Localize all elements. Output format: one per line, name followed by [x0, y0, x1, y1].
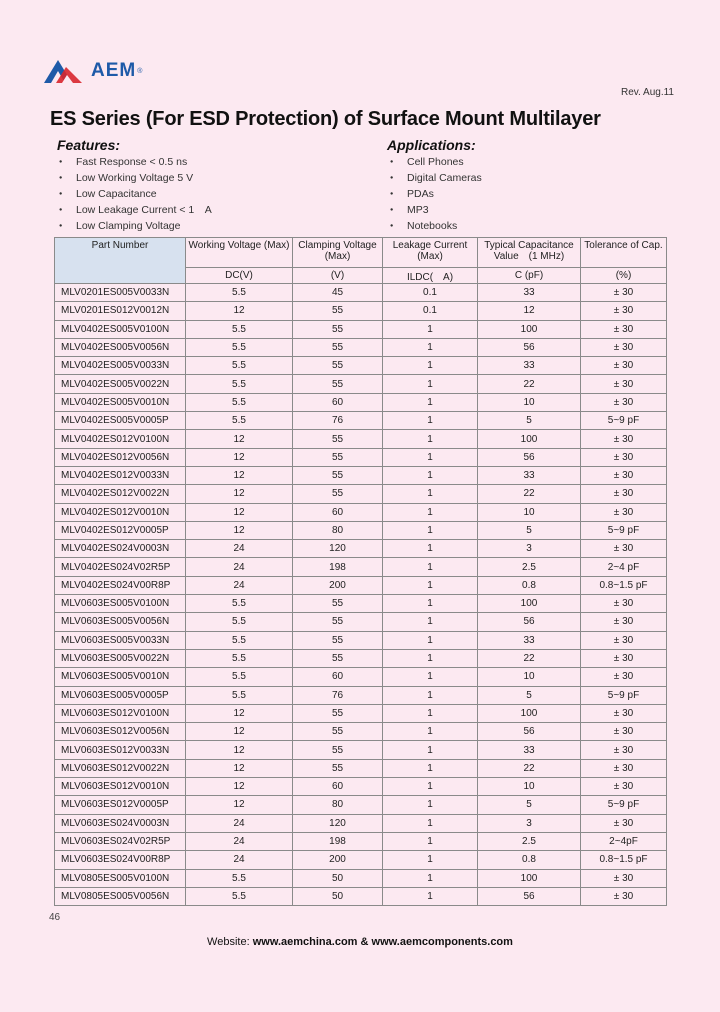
- cell-clamping-voltage: 60: [293, 393, 383, 411]
- cell-part-number: MLV0603ES005V0022N: [55, 649, 186, 667]
- cell-clamping-voltage: 55: [293, 649, 383, 667]
- table-row: [55, 796, 667, 814]
- cell-clamping-voltage: 55: [293, 613, 383, 631]
- table-row: [55, 448, 667, 466]
- cell-working-voltage: 12: [186, 704, 293, 722]
- cell-tolerance: ± 30: [581, 375, 667, 393]
- cell-clamping-voltage: 120: [293, 540, 383, 558]
- cell-clamping-voltage: 55: [293, 723, 383, 741]
- cell-capacitance: 5: [478, 412, 581, 430]
- cell-working-voltage: 5.5: [186, 320, 293, 338]
- cell-clamping-voltage: 60: [293, 668, 383, 686]
- table-row: [55, 375, 667, 393]
- cell-leakage-current: 1: [383, 649, 478, 667]
- registered-mark: ®: [137, 67, 143, 75]
- cell-clamping-voltage: 55: [293, 338, 383, 356]
- unit-tolerance: (%): [581, 268, 667, 284]
- cell-clamping-voltage: 55: [293, 375, 383, 393]
- cell-leakage-current: 1: [383, 869, 478, 887]
- table-row: [55, 649, 667, 667]
- cell-clamping-voltage: 55: [293, 302, 383, 320]
- brand-name: AEM: [91, 60, 137, 81]
- cell-capacitance: 3: [478, 814, 581, 832]
- cell-capacitance: 2.5: [478, 832, 581, 850]
- cell-capacitance: 100: [478, 320, 581, 338]
- cell-working-voltage: 24: [186, 832, 293, 850]
- list-item: ● Cell Phones: [390, 154, 482, 170]
- cell-leakage-current: 1: [383, 704, 478, 722]
- cell-tolerance: 2~4pF: [581, 832, 667, 850]
- cell-capacitance: 33: [478, 741, 581, 759]
- table-row: [55, 832, 667, 850]
- cell-tolerance: ± 30: [581, 759, 667, 777]
- cell-part-number: MLV0603ES005V0056N: [55, 613, 186, 631]
- col-header-clamping-voltage: Clamping Voltage (Max): [293, 238, 383, 268]
- table-row: [55, 302, 667, 320]
- cell-tolerance: ± 30: [581, 540, 667, 558]
- cell-part-number: MLV0603ES005V0033N: [55, 631, 186, 649]
- list-item: ● Notebooks: [390, 218, 482, 234]
- website-link-aemchina[interactable]: www.aemchina.com: [252, 936, 358, 948]
- table-row: [55, 284, 667, 302]
- cell-clamping-voltage: 55: [293, 595, 383, 613]
- cell-leakage-current: 1: [383, 613, 478, 631]
- unit-leakage-current: ILDC( A): [383, 268, 478, 284]
- table-row: [55, 357, 667, 375]
- cell-part-number: MLV0603ES024V02R5P: [55, 832, 186, 850]
- cell-leakage-current: 1: [383, 521, 478, 539]
- cell-leakage-current: 1: [383, 503, 478, 521]
- cell-tolerance: ± 30: [581, 887, 667, 905]
- cell-clamping-voltage: 198: [293, 558, 383, 576]
- cell-capacitance: 3: [478, 540, 581, 558]
- cell-part-number: MLV0603ES012V0100N: [55, 704, 186, 722]
- cell-leakage-current: 1: [383, 796, 478, 814]
- cell-leakage-current: 1: [383, 759, 478, 777]
- website-link-aemcomponents[interactable]: www.aemcomponents.com: [371, 936, 513, 948]
- cell-clamping-voltage: 55: [293, 430, 383, 448]
- cell-working-voltage: 5.5: [186, 284, 293, 302]
- table-row: [55, 485, 667, 503]
- cell-part-number: MLV0603ES012V0056N: [55, 723, 186, 741]
- col-header-tolerance: Tolerance of Cap.: [581, 238, 667, 268]
- list-item: ● Low Capacitance: [59, 186, 212, 202]
- cell-leakage-current: 1: [383, 357, 478, 375]
- cell-tolerance: 2~4 pF: [581, 558, 667, 576]
- footer-joiner: &: [360, 936, 369, 948]
- cell-clamping-voltage: 55: [293, 448, 383, 466]
- cell-working-voltage: 12: [186, 796, 293, 814]
- list-item: ● Low Clamping Voltage: [59, 218, 212, 234]
- cell-clamping-voltage: 55: [293, 357, 383, 375]
- cell-tolerance: ± 30: [581, 869, 667, 887]
- cell-working-voltage: 5.5: [186, 869, 293, 887]
- cell-part-number: MLV0402ES012V0056N: [55, 448, 186, 466]
- cell-capacitance: 100: [478, 430, 581, 448]
- table-row: [55, 668, 667, 686]
- cell-part-number: MLV0402ES012V0010N: [55, 503, 186, 521]
- cell-clamping-voltage: 120: [293, 814, 383, 832]
- cell-leakage-current: 1: [383, 631, 478, 649]
- cell-leakage-current: 1: [383, 686, 478, 704]
- cell-leakage-current: 1: [383, 393, 478, 411]
- cell-working-voltage: 5.5: [186, 338, 293, 356]
- cell-tolerance: ± 30: [581, 393, 667, 411]
- cell-clamping-voltage: 55: [293, 631, 383, 649]
- cell-part-number: MLV0603ES024V0003N: [55, 814, 186, 832]
- spec-table-body: [55, 284, 667, 906]
- table-row: [55, 704, 667, 722]
- table-row: [55, 851, 667, 869]
- page-title: ES Series (For ESD Protection) of Surface Mount Multilayer: [50, 108, 601, 130]
- cell-leakage-current: 1: [383, 576, 478, 594]
- table-row: [55, 503, 667, 521]
- cell-part-number: MLV0402ES012V0100N: [55, 430, 186, 448]
- footer-label: Website:: [207, 936, 250, 948]
- footer-websites: [0, 936, 720, 948]
- cell-capacitance: 22: [478, 485, 581, 503]
- cell-working-voltage: 12: [186, 759, 293, 777]
- cell-capacitance: 10: [478, 393, 581, 411]
- company-logo: [42, 58, 142, 84]
- features-list: [59, 154, 212, 234]
- cell-leakage-current: 1: [383, 558, 478, 576]
- cell-clamping-voltage: 55: [293, 704, 383, 722]
- cell-clamping-voltage: 55: [293, 466, 383, 484]
- cell-part-number: MLV0402ES024V02R5P: [55, 558, 186, 576]
- list-item: ● Low Leakage Current < 1 A: [59, 202, 212, 218]
- cell-leakage-current: 1: [383, 320, 478, 338]
- list-item: ● Fast Response < 0.5 ns: [59, 154, 212, 170]
- cell-part-number: MLV0402ES005V0100N: [55, 320, 186, 338]
- table-row: [55, 412, 667, 430]
- cell-capacitance: 2.5: [478, 558, 581, 576]
- cell-tolerance: 0.8~1.5 pF: [581, 851, 667, 869]
- cell-working-voltage: 24: [186, 814, 293, 832]
- cell-part-number: MLV0603ES012V0033N: [55, 741, 186, 759]
- cell-working-voltage: 5.5: [186, 631, 293, 649]
- cell-tolerance: 5~9 pF: [581, 686, 667, 704]
- cell-capacitance: 100: [478, 595, 581, 613]
- applications-heading: Applications:: [387, 137, 476, 153]
- col-header-working-voltage: Working Voltage (Max): [186, 238, 293, 268]
- cell-working-voltage: 12: [186, 503, 293, 521]
- cell-tolerance: 5~9 pF: [581, 412, 667, 430]
- cell-part-number: MLV0201ES012V0012N: [55, 302, 186, 320]
- table-row: [55, 558, 667, 576]
- cell-tolerance: ± 30: [581, 631, 667, 649]
- cell-tolerance: ± 30: [581, 814, 667, 832]
- cell-tolerance: ± 30: [581, 284, 667, 302]
- cell-clamping-voltage: 80: [293, 796, 383, 814]
- cell-part-number: MLV0603ES012V0010N: [55, 778, 186, 796]
- cell-leakage-current: 1: [383, 595, 478, 613]
- cell-clamping-voltage: 50: [293, 887, 383, 905]
- cell-working-voltage: 5.5: [186, 393, 293, 411]
- cell-leakage-current: 0.1: [383, 302, 478, 320]
- table-row: [55, 466, 667, 484]
- unit-capacitance: C (pF): [478, 268, 581, 284]
- col-header-typical-capacitance: Typical Capacitance Value (1 MHz): [478, 238, 581, 268]
- table-row: [55, 887, 667, 905]
- cell-capacitance: 10: [478, 668, 581, 686]
- table-row: [55, 741, 667, 759]
- cell-clamping-voltage: 60: [293, 778, 383, 796]
- cell-tolerance: ± 30: [581, 704, 667, 722]
- cell-tolerance: ± 30: [581, 595, 667, 613]
- cell-clamping-voltage: 55: [293, 759, 383, 777]
- cell-clamping-voltage: 200: [293, 851, 383, 869]
- cell-capacitance: 33: [478, 466, 581, 484]
- cell-working-voltage: 5.5: [186, 357, 293, 375]
- cell-tolerance: ± 30: [581, 320, 667, 338]
- cell-part-number: MLV0603ES005V0005P: [55, 686, 186, 704]
- cell-working-voltage: 12: [186, 521, 293, 539]
- cell-capacitance: 22: [478, 759, 581, 777]
- cell-capacitance: 0.8: [478, 576, 581, 594]
- cell-working-voltage: 5.5: [186, 613, 293, 631]
- cell-part-number: MLV0402ES005V0056N: [55, 338, 186, 356]
- list-item: ● MP3: [390, 202, 482, 218]
- table-row: [55, 631, 667, 649]
- revision-label: Rev. Aug.11: [621, 87, 674, 98]
- cell-working-voltage: 12: [186, 741, 293, 759]
- cell-tolerance: ± 30: [581, 723, 667, 741]
- cell-tolerance: 5~9 pF: [581, 521, 667, 539]
- cell-working-voltage: 24: [186, 576, 293, 594]
- cell-part-number: MLV0603ES005V0010N: [55, 668, 186, 686]
- cell-clamping-voltage: 80: [293, 521, 383, 539]
- cell-capacitance: 33: [478, 631, 581, 649]
- list-item: ● Low Working Voltage 5 V: [59, 170, 212, 186]
- cell-clamping-voltage: 60: [293, 503, 383, 521]
- cell-part-number: MLV0402ES012V0033N: [55, 466, 186, 484]
- cell-leakage-current: 1: [383, 540, 478, 558]
- cell-capacitance: 5: [478, 796, 581, 814]
- unit-clamping-voltage: (V): [293, 268, 383, 284]
- cell-leakage-current: 0.1: [383, 284, 478, 302]
- cell-working-voltage: 24: [186, 558, 293, 576]
- cell-leakage-current: 1: [383, 832, 478, 850]
- cell-working-voltage: 5.5: [186, 649, 293, 667]
- cell-tolerance: ± 30: [581, 503, 667, 521]
- table-row: [55, 778, 667, 796]
- cell-capacitance: 56: [478, 448, 581, 466]
- cell-part-number: MLV0603ES012V0005P: [55, 796, 186, 814]
- cell-tolerance: 5~9 pF: [581, 796, 667, 814]
- cell-working-voltage: 12: [186, 448, 293, 466]
- cell-part-number: MLV0603ES024V00R8P: [55, 851, 186, 869]
- table-row: [55, 430, 667, 448]
- table-row: [55, 723, 667, 741]
- table-row: [55, 320, 667, 338]
- cell-working-voltage: 5.5: [186, 412, 293, 430]
- cell-tolerance: ± 30: [581, 613, 667, 631]
- cell-tolerance: ± 30: [581, 466, 667, 484]
- spec-table: [54, 237, 667, 906]
- table-row: [55, 576, 667, 594]
- cell-capacitance: 100: [478, 704, 581, 722]
- cell-tolerance: ± 30: [581, 430, 667, 448]
- cell-leakage-current: 1: [383, 485, 478, 503]
- cell-capacitance: 100: [478, 869, 581, 887]
- cell-leakage-current: 1: [383, 412, 478, 430]
- cell-tolerance: ± 30: [581, 448, 667, 466]
- cell-capacitance: 5: [478, 521, 581, 539]
- page-number: 46: [49, 912, 61, 923]
- cell-clamping-voltage: 76: [293, 686, 383, 704]
- cell-working-voltage: 12: [186, 466, 293, 484]
- cell-clamping-voltage: 45: [293, 284, 383, 302]
- cell-capacitance: 33: [478, 284, 581, 302]
- cell-part-number: MLV0402ES005V0010N: [55, 393, 186, 411]
- table-row: [55, 521, 667, 539]
- table-row: [55, 338, 667, 356]
- cell-working-voltage: 24: [186, 851, 293, 869]
- cell-part-number: MLV0805ES005V0100N: [55, 869, 186, 887]
- cell-capacitance: 22: [478, 375, 581, 393]
- table-row: [55, 869, 667, 887]
- cell-leakage-current: 1: [383, 338, 478, 356]
- table-row: [55, 540, 667, 558]
- cell-part-number: MLV0603ES005V0100N: [55, 595, 186, 613]
- cell-working-voltage: 12: [186, 723, 293, 741]
- cell-part-number: MLV0402ES024V00R8P: [55, 576, 186, 594]
- cell-leakage-current: 1: [383, 887, 478, 905]
- cell-leakage-current: 1: [383, 375, 478, 393]
- cell-leakage-current: 1: [383, 723, 478, 741]
- cell-leakage-current: 1: [383, 778, 478, 796]
- cell-leakage-current: 1: [383, 448, 478, 466]
- col-header-leakage-current: Leakage Current (Max): [383, 238, 478, 268]
- cell-part-number: MLV0402ES005V0005P: [55, 412, 186, 430]
- cell-working-voltage: 5.5: [186, 686, 293, 704]
- cell-working-voltage: 12: [186, 430, 293, 448]
- table-row: [55, 595, 667, 613]
- cell-working-voltage: 12: [186, 302, 293, 320]
- cell-working-voltage: 5.5: [186, 668, 293, 686]
- cell-capacitance: 56: [478, 338, 581, 356]
- cell-tolerance: ± 30: [581, 338, 667, 356]
- cell-working-voltage: 12: [186, 485, 293, 503]
- cell-clamping-voltage: 55: [293, 741, 383, 759]
- cell-tolerance: ± 30: [581, 778, 667, 796]
- cell-capacitance: 5: [478, 686, 581, 704]
- cell-clamping-voltage: 76: [293, 412, 383, 430]
- cell-part-number: MLV0402ES005V0033N: [55, 357, 186, 375]
- cell-capacitance: 10: [478, 778, 581, 796]
- cell-tolerance: ± 30: [581, 668, 667, 686]
- unit-working-voltage: DC(V): [186, 268, 293, 284]
- cell-tolerance: ± 30: [581, 302, 667, 320]
- cell-tolerance: ± 30: [581, 485, 667, 503]
- cell-capacitance: 0.8: [478, 851, 581, 869]
- cell-part-number: MLV0402ES012V0022N: [55, 485, 186, 503]
- cell-tolerance: ± 30: [581, 741, 667, 759]
- list-item: ● PDAs: [390, 186, 482, 202]
- table-row: [55, 393, 667, 411]
- cell-working-voltage: 24: [186, 540, 293, 558]
- cell-leakage-current: 1: [383, 466, 478, 484]
- col-header-part-number: Part Number: [55, 238, 186, 284]
- cell-working-voltage: 5.5: [186, 375, 293, 393]
- cell-clamping-voltage: 200: [293, 576, 383, 594]
- cell-tolerance: ± 30: [581, 357, 667, 375]
- cell-tolerance: 0.8~1.5 pF: [581, 576, 667, 594]
- cell-capacitance: 56: [478, 723, 581, 741]
- table-row: [55, 613, 667, 631]
- cell-clamping-voltage: 55: [293, 485, 383, 503]
- table-row: [55, 686, 667, 704]
- cell-part-number: MLV0402ES012V0005P: [55, 521, 186, 539]
- cell-capacitance: 12: [478, 302, 581, 320]
- cell-leakage-current: 1: [383, 668, 478, 686]
- table-row: [55, 814, 667, 832]
- cell-part-number: MLV0402ES024V0003N: [55, 540, 186, 558]
- cell-leakage-current: 1: [383, 430, 478, 448]
- cell-tolerance: ± 30: [581, 649, 667, 667]
- cell-working-voltage: 5.5: [186, 595, 293, 613]
- cell-capacitance: 33: [478, 357, 581, 375]
- cell-working-voltage: 12: [186, 778, 293, 796]
- cell-part-number: MLV0805ES005V0056N: [55, 887, 186, 905]
- cell-part-number: MLV0603ES012V0022N: [55, 759, 186, 777]
- cell-clamping-voltage: 55: [293, 320, 383, 338]
- cell-clamping-voltage: 50: [293, 869, 383, 887]
- cell-leakage-current: 1: [383, 851, 478, 869]
- cell-capacitance: 56: [478, 887, 581, 905]
- cell-clamping-voltage: 198: [293, 832, 383, 850]
- cell-leakage-current: 1: [383, 741, 478, 759]
- cell-part-number: MLV0402ES005V0022N: [55, 375, 186, 393]
- list-item: ● Digital Cameras: [390, 170, 482, 186]
- cell-part-number: MLV0201ES005V0033N: [55, 284, 186, 302]
- cell-capacitance: 22: [478, 649, 581, 667]
- features-heading: Features:: [57, 137, 121, 153]
- aem-logo-icon: [42, 58, 86, 84]
- applications-list: [390, 154, 482, 234]
- cell-working-voltage: 5.5: [186, 887, 293, 905]
- cell-capacitance: 56: [478, 613, 581, 631]
- cell-capacitance: 10: [478, 503, 581, 521]
- table-row: [55, 759, 667, 777]
- cell-leakage-current: 1: [383, 814, 478, 832]
